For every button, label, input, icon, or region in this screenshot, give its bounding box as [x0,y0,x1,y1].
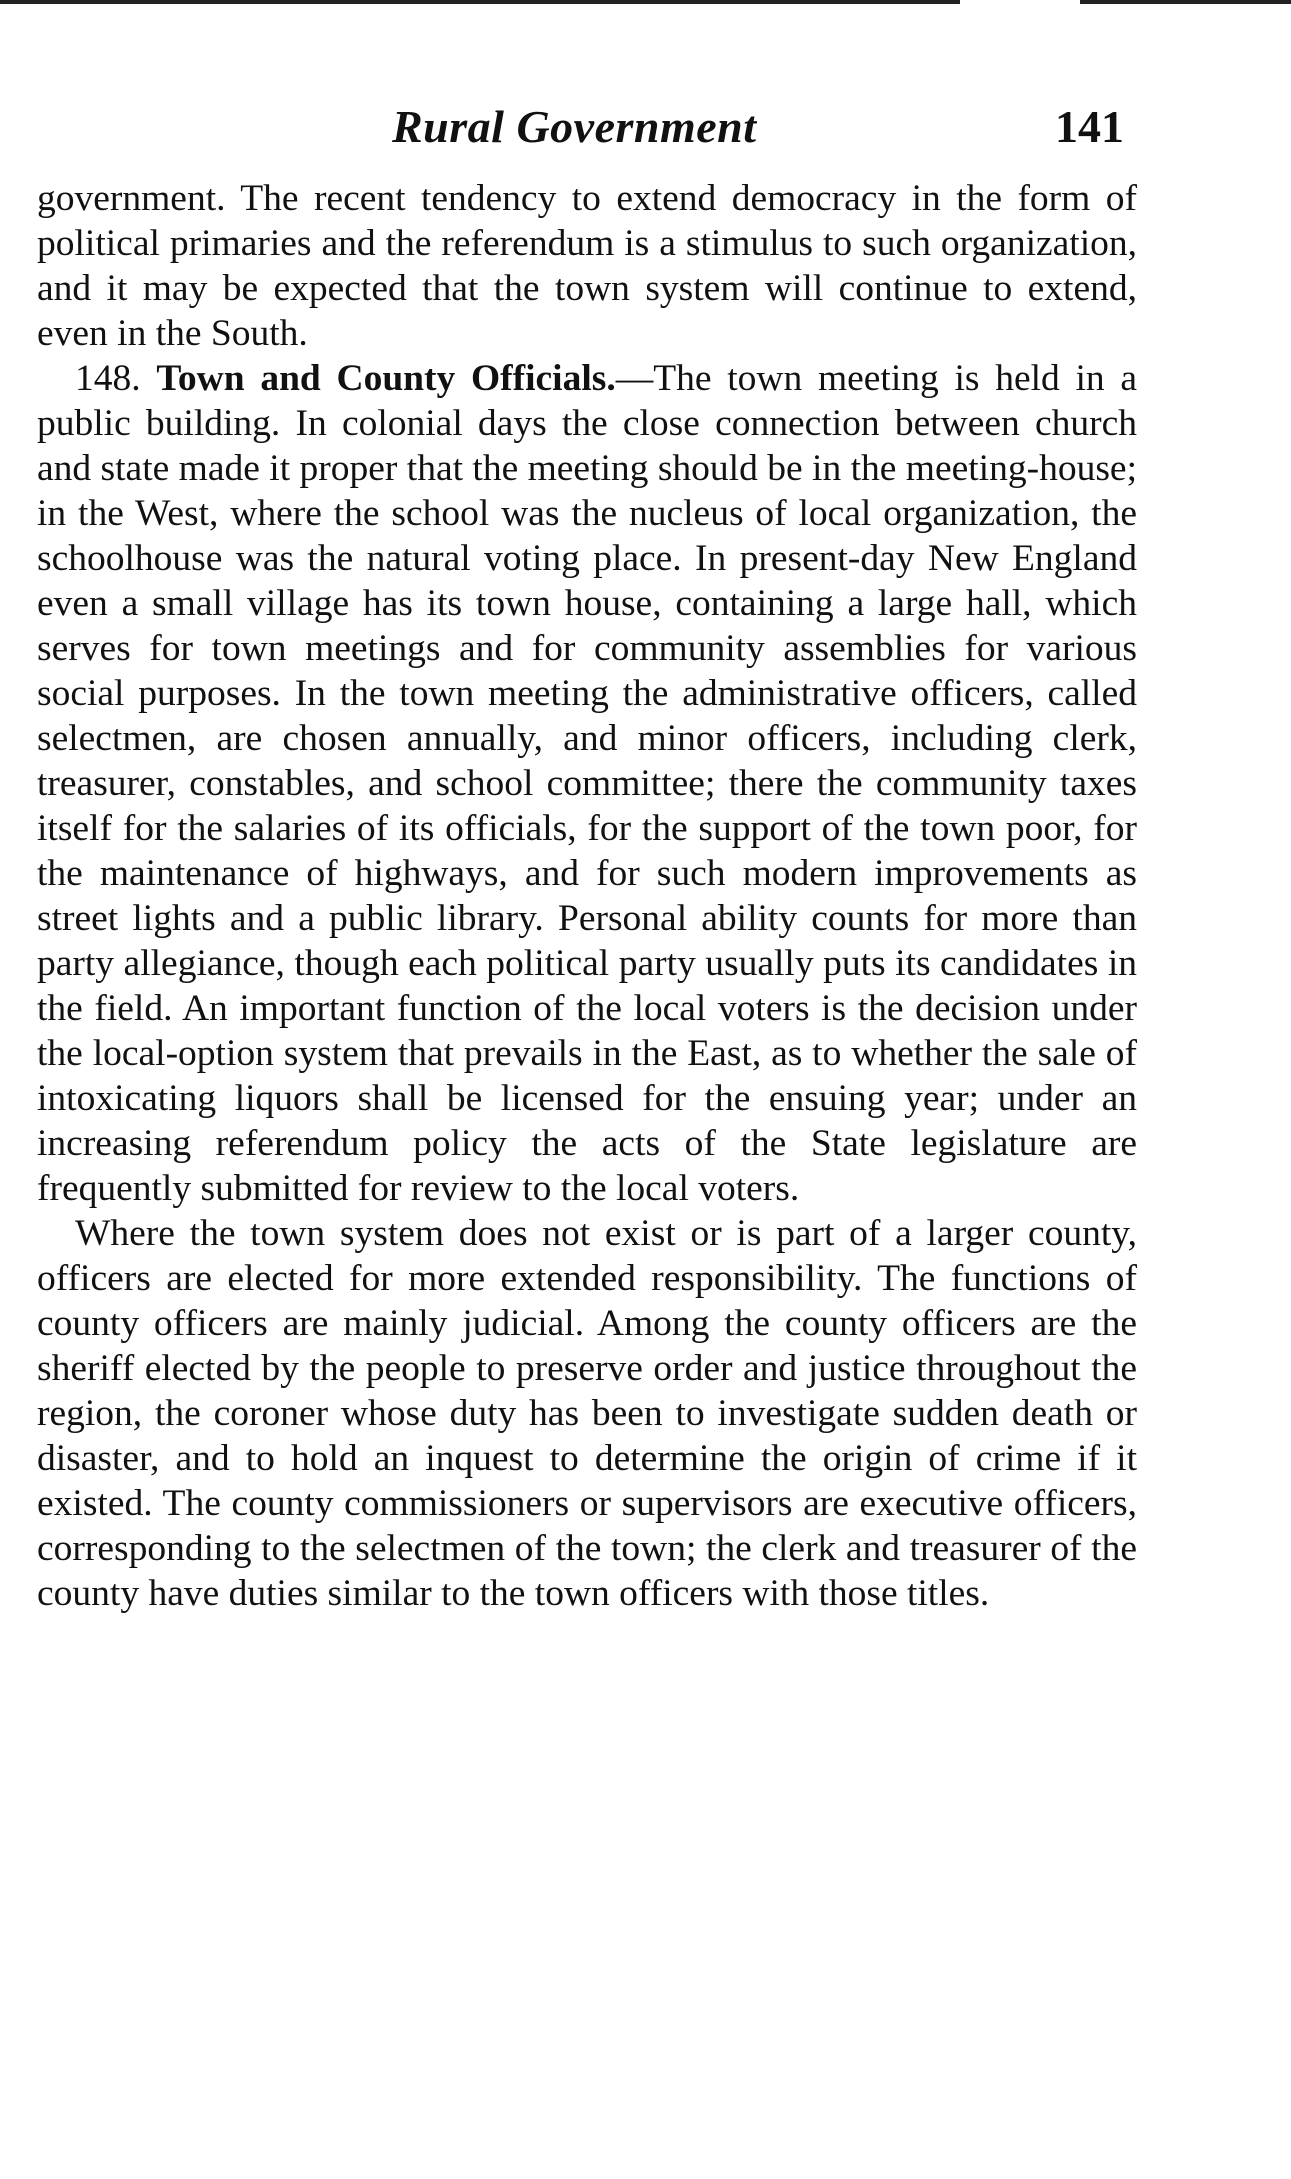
paragraph-county-officers: Where the town system does not exist or is part of a larger county, officers are elected for more extended responsibility. The functions of county officers are mainly judicial. Among the county officers are the sheriff elected by the people to preserve order and justice throughout the region, the coroner whose duty has been to investigate sudden death or disaster, and to hold an inquest to determine the origin of crime if it existed. The county commissioners or supervisors are executive officers, corresponding to the selectmen of the town; the clerk and treasurer of the county have duties similar to the town officers with those titles. [37,1213,1137,1614]
paragraph-government-continuation: government. The recent tendency to extend democracy in the form of political primaries and the referendum is a stimulus to such organization, and it may be expected that the town system will continue to extend, even in the South. [37,178,1137,354]
book-page [37,100,1137,1616]
running-title: Rural Government [392,101,757,152]
section-text: —The town meeting is held in a public building. In colonial days the close connection between church and state made it proper that the meeting should be in the meeting-house; in the West, where the school was the nucleus of local organization, the schoolhouse was the natural voting place. In present-day New England even a small village has its town house, containing a large hall, which serves for town meetings and for community assemblies for various social purposes. In the town meeting the administrative officers, called selectmen, are chosen annually, and minor officers, including clerk, treasurer, constables, and school committee; there the community taxes itself for the salaries of its officials, for the support of the town poor, for the maintenance of highways, and for such modern improvements as street lights and a public library. Personal ability counts for more than party allegiance, though each political party usually puts its candidates in the field. An important function of the local voters is the decision under the local-option system that prevails in the East, as to whether the sale of intoxicating liquors shall be licensed for the ensuing year; under an increasing referendum policy the acts of the State legislature are frequently submitted for review to the local voters. [37,358,1138,1209]
page-body [37,176,1137,1616]
top-page-rule [0,0,1291,4]
section-number: 148. [75,358,141,399]
page-number: 141 [1055,101,1124,152]
top-rule-gap [960,0,1080,4]
paragraph-town-county-officials [37,356,1137,1211]
running-head [37,100,1137,164]
section-title: Town and County Officials. [156,358,616,399]
